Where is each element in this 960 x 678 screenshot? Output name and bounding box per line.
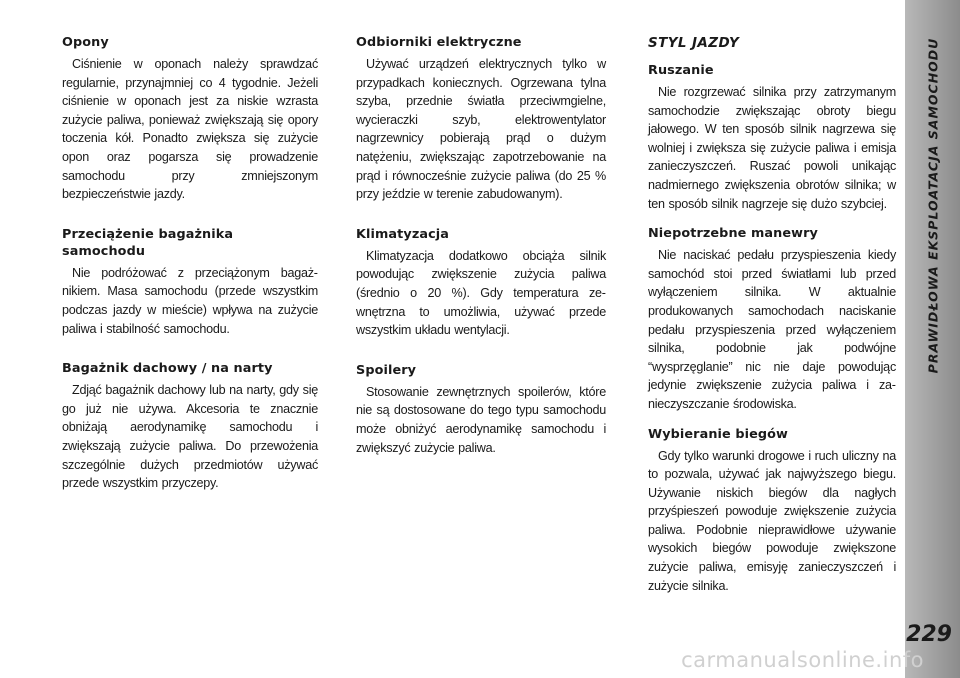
column-3 [648,34,896,607]
chapter-tab-label: PRAWIDŁOWA EKSPLOATACJA SAMOCHODU [925,37,941,373]
chapter-sidebar [905,0,960,678]
section-body: Ciśnienie w oponach należy sprawdzać regularnie, przynajmniej co 4 tygodnie. Jeżeli ciśnienie w oponach jest za niskie wzrasta zużycie paliwa, ponieważ zwiększają się opory toczenia kół. Ponadto zwiększa się zużycie opon oraz pogarsza się prowadzenie samochodu przy zmniejszonym bezpieczeństwie jazdy. [62,57,318,202]
section-electrical-devices [356,34,606,204]
chapter-title: STYL JAZDY [648,35,740,51]
column-1 [62,34,318,515]
section-spoilers [356,362,606,457]
section-heading: Niepotrzebne manewry [648,226,818,242]
section-body: Zdjąć bagażnik dachowy lub na narty, gdy się go już nie używa. Akcesoria te znacznie obniżają aerodynamikę samochodu i zwiększają zużycie paliwa. Do przewożenia szczególnie dużych przedmiotów używać przede wszystkim przyczepy. [62,383,318,491]
section-body: Używać urządzeń elektrycznych tylko w przypadkach koniecznych. Ogrzewana tylna szyba, przednie światła przeciwmgielne, wycieraczki szyb, elektrowentylator nagrzewnicy pobierają prąd o dużym natężeniu, zwiększając zapotrzebowanie na prąd i równocześnie zużycie paliwa (do 25 % przy jeździe w terenie zabudowanym). [356,57,606,202]
section-heading: Klimatyzacja [356,226,450,242]
section-heading: Przeciążenie bagażnika samochodu [62,226,234,259]
section-heading: Ruszanie [648,63,714,78]
section-starting-off [648,62,896,213]
section-overloaded-boot [62,226,318,338]
section-roof-rack [62,360,318,493]
page-number: 229 [906,622,952,647]
chapter-tab [905,0,960,410]
section-body: Gdy tylko warunki drogowe i ruch uliczny na to pozwala, używać jak najwyższego biegu. Używanie niskich biegów dla nagłych przyśpieszeń powoduje zwiększenie zużycia paliwa. Podobnie nieprawidłowe używanie wysokich biegów powoduje zwiększone zużycie paliwa, emisyję zanieczyszczeń i zużycie silnika. [648,448,896,593]
section-heading: Wybieranie biegów [648,426,788,442]
section-unnecessary-manoeuvres [648,225,896,413]
section-body: Klimatyzacja dodatkowo obciąża silnik powodując zwiększenie zużycia paliwa (średnio o 20 %). Gdy temperatura zewnętrzna to umożliwia, używać przede wszystkim układu wentylacji. [356,248,606,338]
column-2 [356,34,606,479]
section-gear-selection [648,426,896,596]
section-tyres [62,34,318,204]
section-air-conditioning [356,226,606,340]
watermark: carmanualsonline.info [681,648,924,672]
section-heading: Opony [62,35,109,50]
section-body: Nie podróżować z przeciążonym bagażnikiem. Masa samochodu (przede wszystkim podczas jazdy w mieście) wpływa na zużycie paliwa i stabilność samochodu. [62,265,318,336]
section-heading: Bagażnik dachowy / na narty [62,361,273,377]
section-heading: Spoilery [356,362,417,378]
section-body: Stosowanie zewnętrznych spoilerów, które nie są dostosowane do tego typu samochodu może obniżyć aerodynamikę samochodu i zwiększyć zużycie paliwa. [356,384,606,455]
section-body: Nie naciskać pedału przyspieszenia kiedy samochód stoi przed światłami lub przed wyłączeniem silnika. W aktualnie produkowanych samochodach naciskanie pedału przyspieszenia przed wyłączeniem silnika, podobnie jak podwójne “wysprzęglanie” nic nie daje powodując jedynie zwiększenie zużycia paliwa i zanieczyszczanie środowiska. [648,248,896,411]
section-body: Nie rozgrzewać silnika przy zatrzymanym samochodzie zwiększając obroty biegu jałowego. W ten sposób silnik nagrzewa się wolniej i zwiększa się zużycie paliwa i emisja zanieczyszczeń. Ruszać powoli unikając nadmiernego zwiększenia obrotów silnika; w ten sposób silnik nagrzeje się dużo szybciej. [648,85,896,211]
section-heading: Odbiorniki elektryczne [356,35,522,50]
